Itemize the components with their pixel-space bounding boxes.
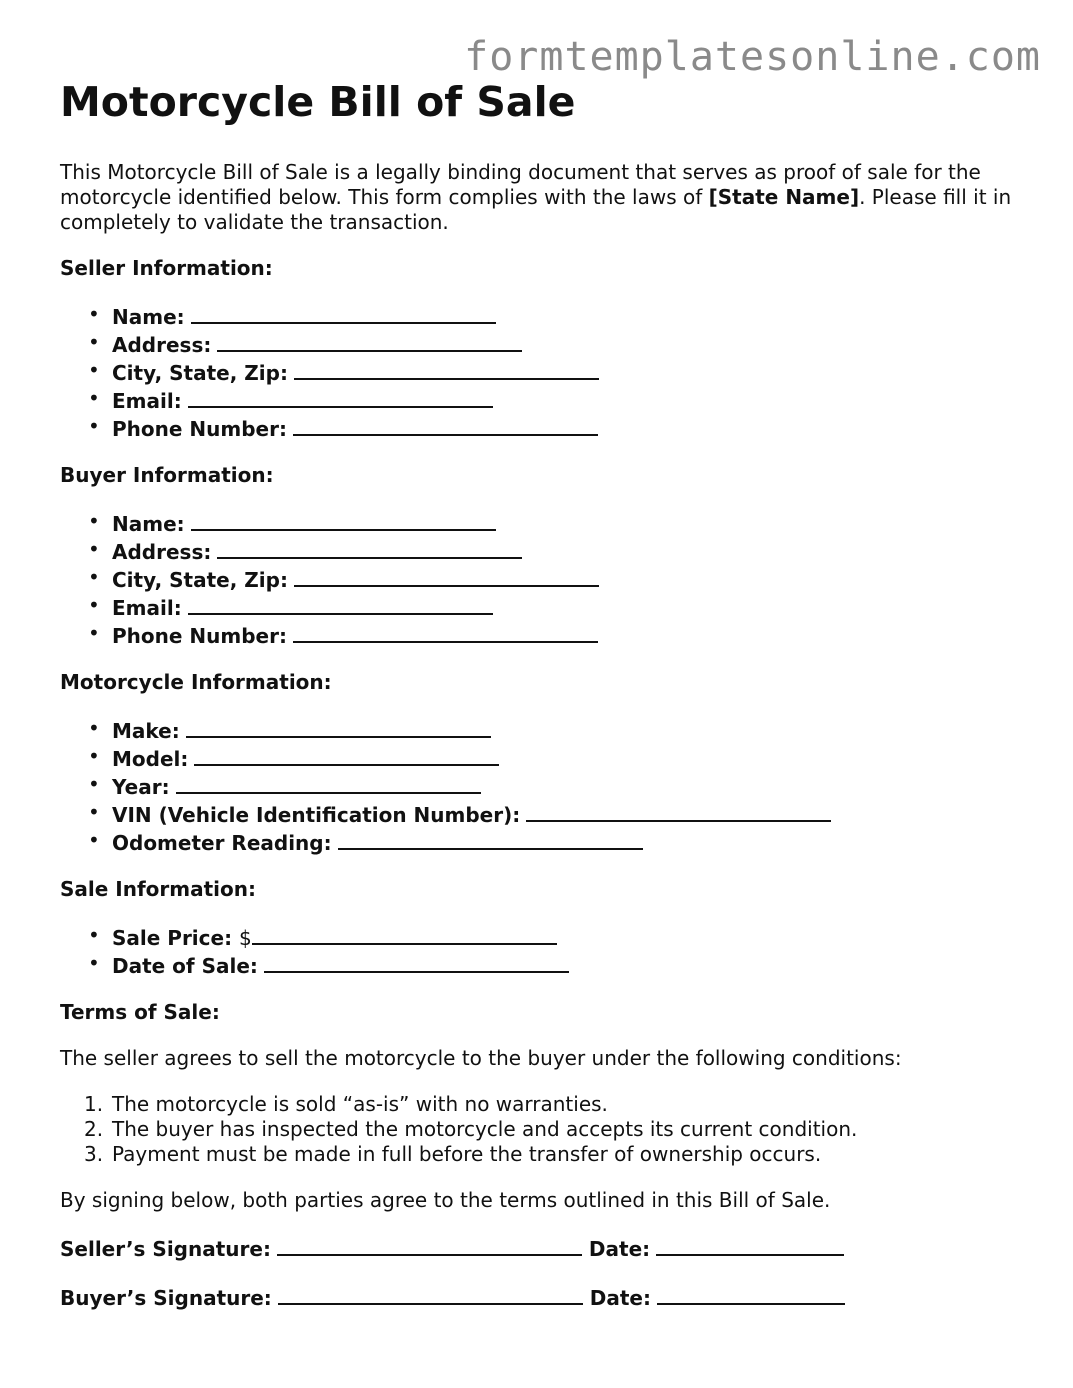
seller-city-blank[interactable] (294, 358, 599, 380)
closing-paragraph: By signing below, both parties agree to the terms outlined in this Bill of Sale. (60, 1188, 831, 1212)
condition-item: 2. The buyer has inspected the motorcycle and accepts its current condition. (84, 1117, 858, 1141)
year-blank[interactable] (176, 772, 481, 794)
buyer-address-field: • Address: (60, 537, 1020, 565)
sale-date-field: • Date of Sale: (60, 951, 1020, 979)
terms-lead: The seller agrees to sell the motorcycle to the buyer under the following conditions: (60, 1046, 902, 1070)
buyer-address-blank[interactable] (217, 537, 522, 559)
odometer-field: • Odometer Reading: (60, 828, 1020, 856)
odometer-blank[interactable] (338, 828, 643, 850)
vin-field: • VIN (Vehicle Identification Number): (60, 800, 1020, 828)
buyer-phone-field: • Phone Number: (60, 621, 1020, 649)
seller-section-title: Seller Information: (60, 256, 273, 280)
make-blank[interactable] (186, 716, 491, 738)
seller-city-field: • City, State, Zip: (60, 358, 1020, 386)
seller-email-blank[interactable] (188, 386, 493, 408)
seller-name-blank[interactable] (191, 302, 496, 324)
buyer-email-field: • Email: (60, 593, 1020, 621)
intro-paragraph: This Motorcycle Bill of Sale is a legally binding document that serves as proof of sale for the motorcycle identified below. This form complies with the laws of [State Name]. Please fill it in completely to validate the transaction. (60, 160, 1012, 234)
sale-price-blank[interactable] (252, 923, 557, 945)
watermark: formtemplatesonline.com (464, 34, 1041, 80)
seller-signature-blank[interactable] (277, 1234, 582, 1256)
condition-item: 3. Payment must be made in full before the transfer of ownership occurs. (84, 1142, 822, 1166)
make-field: • Make: (60, 716, 1020, 744)
sale-fields (60, 923, 1020, 979)
buyer-date-blank[interactable] (657, 1283, 845, 1305)
model-field: • Model: (60, 744, 1020, 772)
terms-section-title: Terms of Sale: (60, 1000, 220, 1024)
seller-address-blank[interactable] (217, 330, 522, 352)
vin-blank[interactable] (526, 800, 831, 822)
buyer-section-title: Buyer Information: (60, 463, 274, 487)
seller-date-blank[interactable] (656, 1234, 844, 1256)
buyer-name-field: • Name: (60, 509, 1020, 537)
sale-section-title: Sale Information: (60, 877, 256, 901)
motorcycle-section-title: Motorcycle Information: (60, 670, 332, 694)
motorcycle-fields (60, 716, 1020, 856)
buyer-signature-blank[interactable] (278, 1283, 583, 1305)
state-name-placeholder: [State Name] (708, 185, 860, 209)
seller-address-field: • Address: (60, 330, 1020, 358)
document-body (60, 74, 1020, 1332)
terms-conditions (60, 1092, 1020, 1167)
buyer-city-field: • City, State, Zip: (60, 565, 1020, 593)
buyer-phone-blank[interactable] (293, 621, 598, 643)
seller-email-field: • Email: (60, 386, 1020, 414)
seller-name-field: • Name: (60, 302, 1020, 330)
currency-symbol: $ (239, 926, 252, 950)
buyer-city-blank[interactable] (294, 565, 599, 587)
seller-signature-row: Seller’s Signature: Date: (60, 1234, 1020, 1262)
seller-phone-blank[interactable] (293, 414, 598, 436)
buyer-fields (60, 509, 1020, 649)
buyer-email-blank[interactable] (188, 593, 493, 615)
year-field: • Year: (60, 772, 1020, 800)
seller-fields (60, 302, 1020, 442)
buyer-name-blank[interactable] (191, 509, 496, 531)
model-blank[interactable] (194, 744, 499, 766)
sale-date-blank[interactable] (264, 951, 569, 973)
page-title: Motorcycle Bill of Sale (60, 78, 576, 126)
buyer-signature-row: Buyer’s Signature: Date: (60, 1283, 1020, 1311)
condition-item: 1. The motorcycle is sold “as-is” with no warranties. (84, 1092, 608, 1116)
sale-price-field: • Sale Price: $ (60, 923, 1020, 951)
seller-phone-field: • Phone Number: (60, 414, 1020, 442)
